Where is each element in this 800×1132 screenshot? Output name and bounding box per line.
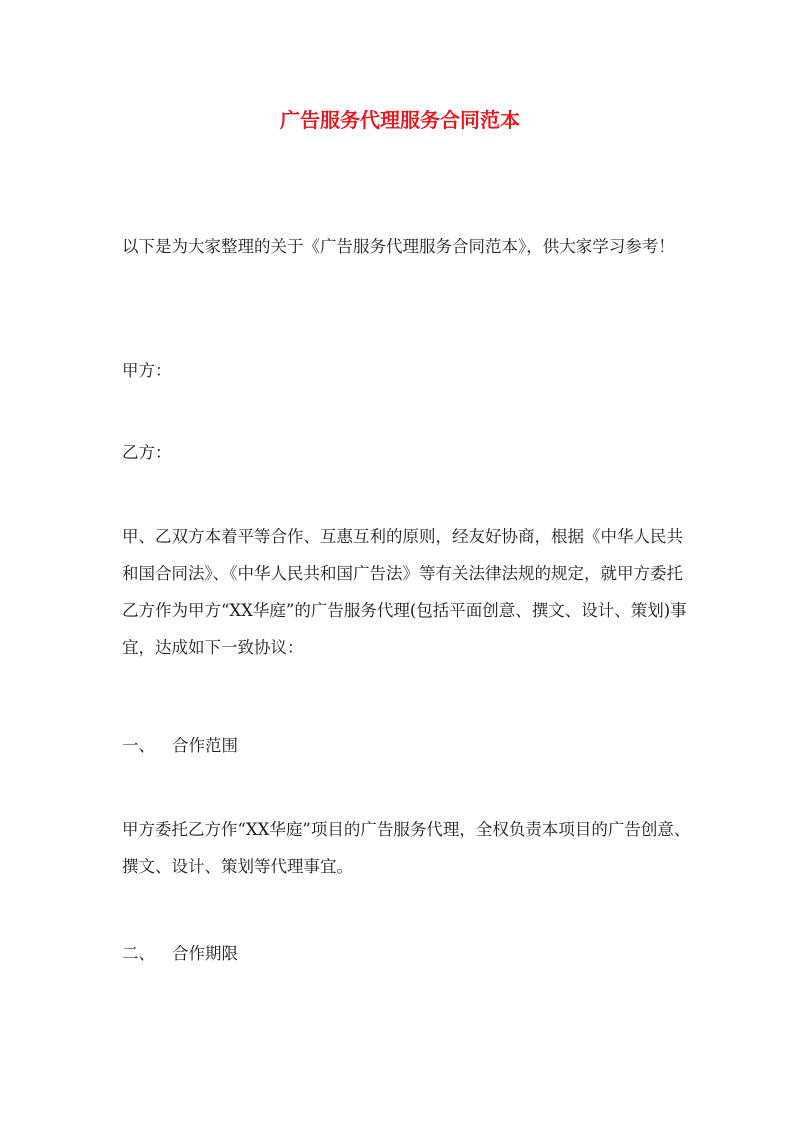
section-heading-1 — [122, 727, 238, 764]
party-a-label: 甲方： — [122, 361, 172, 380]
party-b-label: 乙方： — [122, 443, 172, 462]
section-heading-2 — [122, 935, 238, 972]
section-number: 二、 — [122, 944, 155, 963]
preamble-paragraph: 甲、乙双方本着平等合作、互惠互利的原则，经友好协商，根据《中华人民共和国合同法》、《中华人民共和国广告法》等有关法律法规的规定，就甲方委托乙方作为甲方“XX华庭”的广告服务代理(包括平面创意、撰文、设计、策划)事宜，达成如下一致协议： — [122, 527, 687, 657]
section-body-1: 甲方委托乙方作“XX华庭”项目的广告服务代理，全权负责本项目的广告创意、撰文、设计、策划等代理事宜。 — [122, 820, 691, 876]
document-title: 广告服务代理服务合同范本 — [280, 108, 520, 132]
section-title: 合作期限 — [172, 944, 238, 963]
section-number: 一、 — [122, 736, 155, 755]
section-title: 合作范围 — [172, 736, 238, 755]
intro-paragraph: 以下是为大家整理的关于《广告服务代理服务合同范本》，供大家学习参考！ — [122, 237, 675, 256]
